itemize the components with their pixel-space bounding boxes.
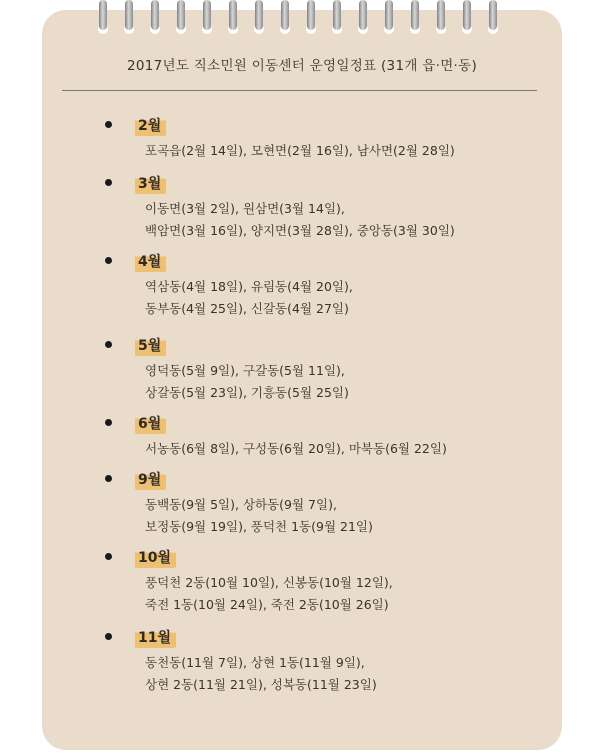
bullet-icon (105, 553, 112, 560)
schedule-line: 포곡읍(2월 14일), 모현면(2월 16일), 남사면(2월 28일) (145, 143, 455, 158)
binding-ring (255, 0, 263, 30)
schedule-lines (145, 140, 455, 162)
schedule-line: 상갈동(5월 23일), 기흥동(5월 25일) (145, 385, 349, 400)
bullet-icon (105, 419, 112, 426)
binding-ring (411, 0, 419, 30)
binding-ring (151, 0, 159, 30)
schedule-line: 동부동(4월 25일), 신갈동(4월 27일) (145, 301, 349, 316)
binding-ring (125, 0, 133, 30)
month-label: 2월 (135, 114, 166, 136)
month-label: 3월 (135, 172, 166, 194)
schedule-line: 죽전 1동(10월 24일), 죽전 2동(10월 26일) (145, 597, 389, 612)
bullet-icon (105, 121, 112, 128)
bullet-icon (105, 257, 112, 264)
month-label: 5월 (135, 334, 166, 356)
month-label: 9월 (135, 468, 166, 490)
schedule-line: 풍덕천 2동(10월 10일), 신봉동(10월 12일), (145, 575, 393, 590)
binding-ring (437, 0, 445, 30)
schedule-lines (145, 438, 447, 460)
bullet-icon (105, 341, 112, 348)
schedule-line: 이동면(3월 2일), 원삼면(3월 14일), (145, 201, 345, 216)
spiral-binding (0, 0, 600, 40)
binding-ring (99, 0, 107, 30)
schedule-lines (145, 494, 373, 538)
binding-ring (229, 0, 237, 30)
bullet-icon (105, 179, 112, 186)
month-label: 10월 (135, 546, 176, 568)
schedule-line: 영덕동(5월 9일), 구갈동(5월 11일), (145, 363, 345, 378)
schedule-lines (145, 276, 353, 320)
month-label: 11월 (135, 626, 176, 648)
binding-ring (489, 0, 497, 30)
title-divider (62, 90, 537, 91)
schedule-line: 상현 2동(11월 21일), 성복동(11월 23일) (145, 677, 377, 692)
schedule-line: 역삼동(4월 18일), 유림동(4월 20일), (145, 279, 353, 294)
month-label: 6월 (135, 412, 166, 434)
binding-ring (359, 0, 367, 30)
schedule-line: 서농동(6월 8일), 구성동(6월 20일), 마북동(6월 22일) (145, 441, 447, 456)
schedule-lines (145, 198, 455, 242)
schedule-lines (145, 572, 393, 616)
schedule-lines (145, 360, 349, 404)
binding-ring (281, 0, 289, 30)
month-label: 4월 (135, 250, 166, 272)
binding-ring (333, 0, 341, 30)
binding-ring (203, 0, 211, 30)
bullet-icon (105, 475, 112, 482)
binding-ring (177, 0, 185, 30)
binding-ring (463, 0, 471, 30)
binding-ring (385, 0, 393, 30)
schedule-line: 동백동(9월 5일), 상하동(9월 7일), (145, 497, 337, 512)
schedule-lines (145, 652, 377, 696)
binding-ring (307, 0, 315, 30)
page-title: 2017년도 직소민원 이동센터 운영일정표 (31개 읍·면·동) (126, 58, 478, 74)
bullet-icon (105, 633, 112, 640)
schedule-line: 동천동(11월 7일), 상현 1동(11월 9일), (145, 655, 365, 670)
schedule-line: 백암면(3월 16일), 양지면(3월 28일), 중앙동(3월 30일) (145, 223, 455, 238)
schedule-line: 보정동(9월 19일), 풍덕천 1동(9월 21일) (145, 519, 373, 534)
